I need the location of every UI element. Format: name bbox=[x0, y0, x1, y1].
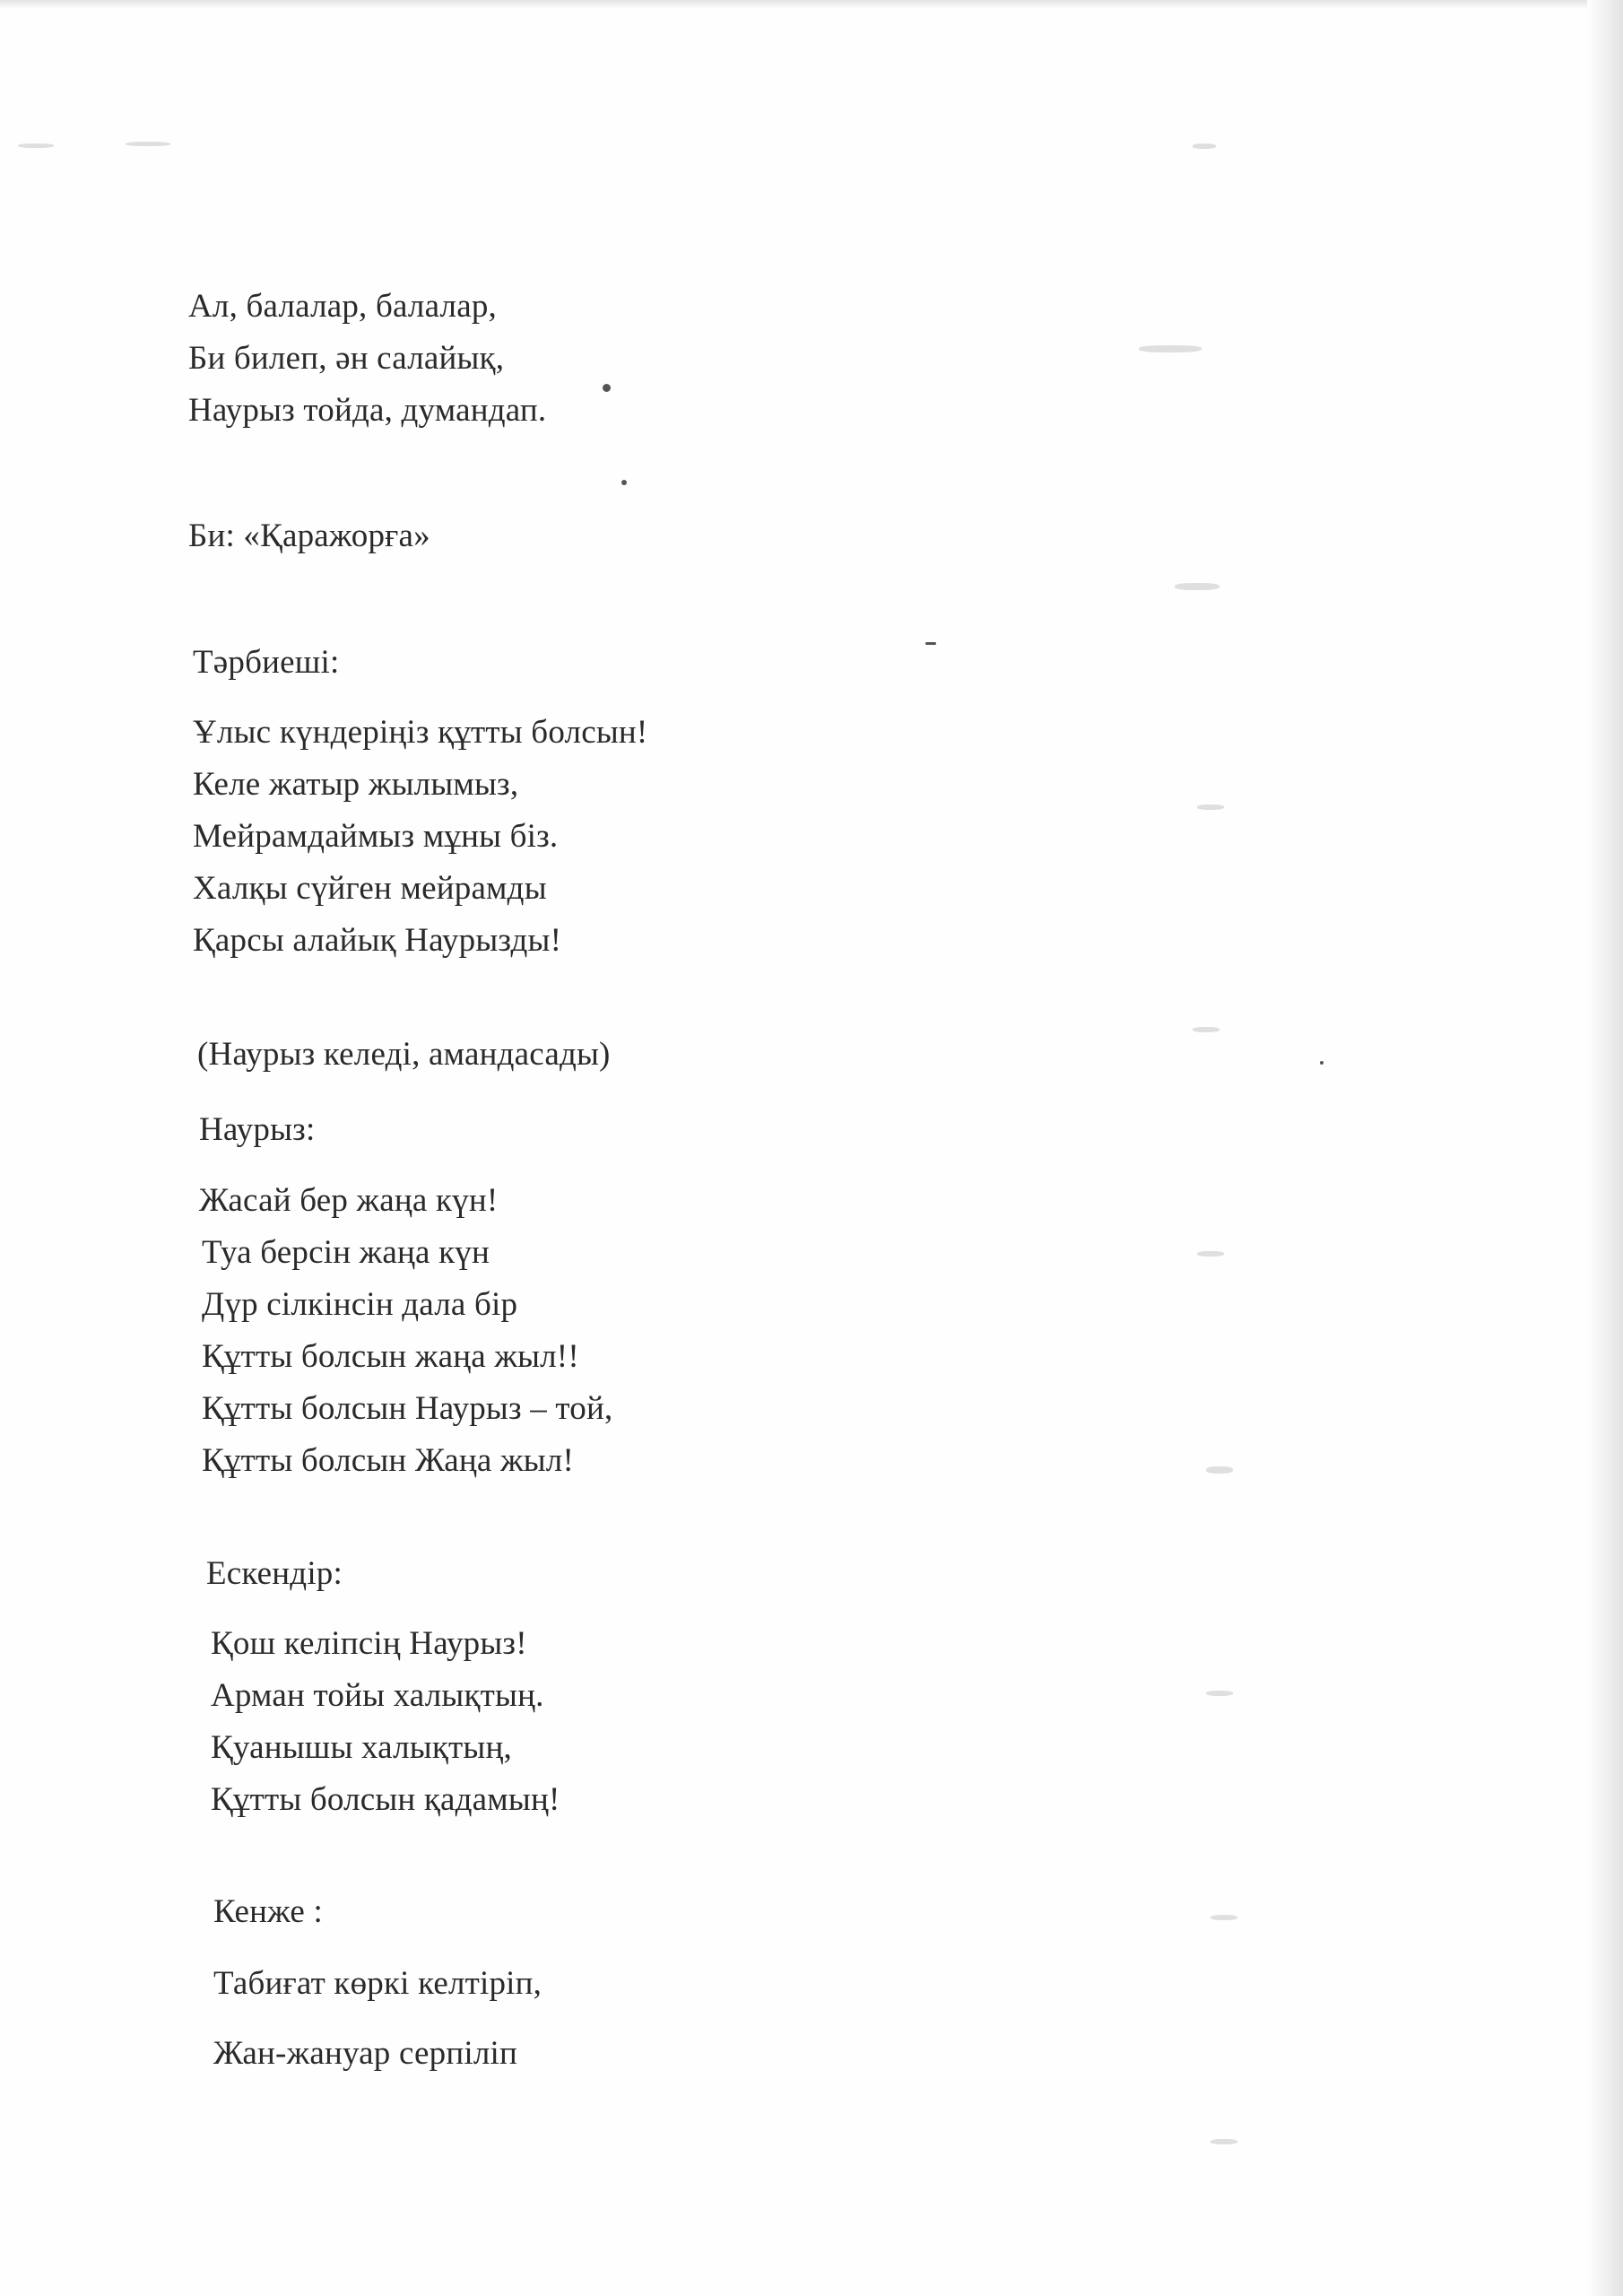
scan-smudge bbox=[1193, 1027, 1219, 1032]
text-line: Дүр сілкінсін дала бір bbox=[202, 1286, 518, 1323]
text-line: Туа берсін жаңа күн bbox=[202, 1234, 490, 1271]
text-line: Қош келіпсің Наурыз! bbox=[211, 1625, 527, 1662]
scan-smudge bbox=[1206, 1466, 1233, 1474]
text-line: Қарсы алайық Наурызды! bbox=[193, 922, 562, 959]
text-line: Жасай бер жаңа күн! bbox=[199, 1182, 499, 1219]
scan-speck bbox=[925, 642, 936, 645]
text-line: Келе жатыр жылымыз, bbox=[193, 766, 519, 803]
text-line: Құтты болсын қадамың! bbox=[211, 1781, 560, 1818]
text-line: Наурыз тойда, думандап. bbox=[188, 392, 547, 429]
scan-smudge bbox=[1211, 1915, 1237, 1920]
scan-smudge bbox=[1211, 2139, 1237, 2144]
text-line: Ал, балалар, балалар, bbox=[188, 288, 497, 325]
scan-smudge bbox=[1193, 144, 1216, 149]
stage-direction: (Наурыз келеді, амандасады) bbox=[197, 1036, 611, 1073]
text-line: Халқы сүйген мейрамды bbox=[193, 870, 547, 907]
scan-speck bbox=[621, 480, 627, 485]
text-line: Қуанышы халықтың, bbox=[211, 1729, 512, 1766]
scan-speck bbox=[1320, 1061, 1324, 1065]
scan-smudge bbox=[1197, 804, 1224, 810]
scan-smudge bbox=[1139, 345, 1202, 352]
speaker-label: Кенже : bbox=[213, 1893, 323, 1930]
text-line: Арман тойы халықтың. bbox=[211, 1677, 544, 1714]
page-right-edge bbox=[1587, 0, 1623, 2296]
text-line: Құтты болсын жаңа жыл!! bbox=[202, 1338, 579, 1375]
scan-smudge bbox=[1206, 1691, 1233, 1696]
text-line: Жан-жануар серпіліп bbox=[213, 2035, 517, 2072]
text-line: Табиғат көркі келтіріп, bbox=[213, 1965, 542, 2002]
text-line: Би билеп, ән салайық, bbox=[188, 340, 505, 377]
scan-speck bbox=[603, 384, 611, 392]
scan-smudge bbox=[126, 142, 170, 146]
scan-smudge bbox=[1175, 583, 1219, 590]
text-line: Мейрамдаймыз мұны біз. bbox=[193, 818, 559, 855]
text-line: Құтты болсын Жаңа жыл! bbox=[202, 1442, 574, 1479]
speaker-label: Тәрбиеші: bbox=[193, 644, 340, 681]
text-line: Құтты болсын Наурыз – той, bbox=[202, 1390, 613, 1427]
text-line: Ұлыс күндеріңіз құтты болсын! bbox=[193, 714, 648, 751]
scan-smudge bbox=[1197, 1251, 1224, 1257]
speaker-label: Ескендір: bbox=[206, 1555, 343, 1592]
speaker-label: Наурыз: bbox=[199, 1111, 316, 1148]
scan-smudge bbox=[18, 144, 54, 148]
text-line: Би: «Қаражорға» bbox=[188, 517, 430, 554]
page-top-edge bbox=[0, 0, 1623, 9]
